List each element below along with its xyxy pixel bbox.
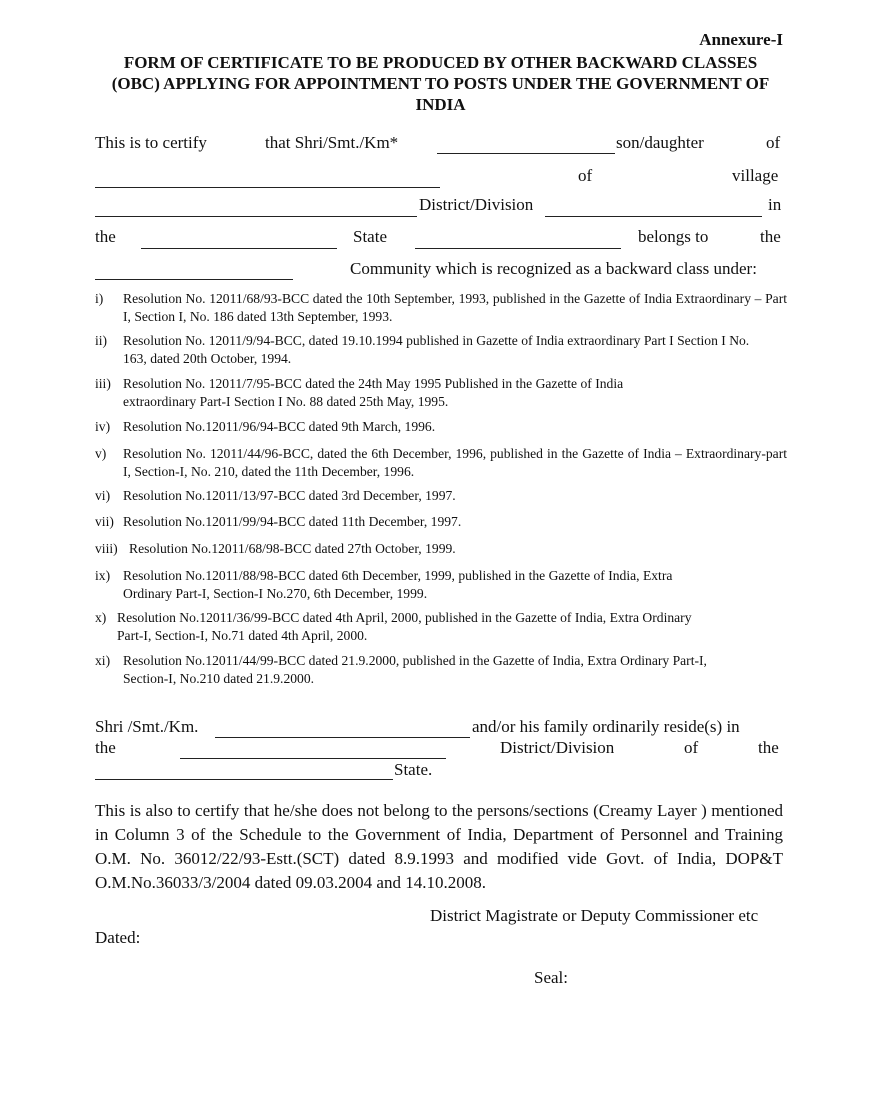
residence-district-blank[interactable] <box>180 758 446 759</box>
list-item-text: Resolution No. 12011/68/93-BCC dated the 10th September, 1993, published in the Gazette of India Extraordinary – Part I, Section I, No. 186 dated 13th September, 1993. <box>123 291 787 324</box>
resident-name-blank[interactable] <box>215 737 470 738</box>
village-label: village <box>732 166 779 185</box>
the-label: the <box>95 227 116 246</box>
of-label-2: of <box>578 166 593 185</box>
form-title: FORM OF CERTIFICATE TO BE PRODUCED BY OTHER BACKWARD CLASSES (OBC) APPLYING FOR APPOINTMENT TO POSTS UNDER THE GOVERNMENT OF INDIA <box>111 53 770 114</box>
list-item-number: iii) <box>95 376 111 391</box>
district-blank[interactable] <box>545 216 762 217</box>
list-item-number: viii) <box>95 541 118 556</box>
list-item-number: x) <box>95 610 107 625</box>
list-item-number: v) <box>95 446 107 461</box>
shri-label-2: Shri /Smt./Km. <box>95 717 199 736</box>
list-item-number: vi) <box>95 488 111 503</box>
list-item-number: ii) <box>95 333 108 348</box>
list-item-text: Resolution No.12011/36/99-BCC dated 4th April, 2000, published in the Gazette of India, Extra Ordinary Part-I, Section-I, No.71 dated 4th April, 2000. <box>117 610 692 643</box>
certify-text: This is to certify <box>95 133 207 152</box>
list-item-text: Resolution No.12011/13/97-BCC dated 3rd December, 1997. <box>123 488 456 503</box>
state-blank[interactable] <box>415 248 621 249</box>
annexure-label: Annexure-I <box>699 30 783 49</box>
parent-name-blank[interactable] <box>95 187 440 188</box>
name-blank[interactable] <box>437 153 615 154</box>
seal-label: Seal: <box>534 968 568 987</box>
list-item-text: Resolution No.12011/44/99-BCC dated 21.9.2000, published in the Gazette of India, Extra Ordinary Part-I, Section-I, No.210 dated 21.9.2000. <box>123 653 707 686</box>
list-item-text: Resolution No. 12011/9/94-BCC, dated 19.10.1994 published in Gazette of India extraordinary Part I Section I No. 163, dated 20th October, 1994. <box>123 333 750 366</box>
dated-label: Dated: <box>95 928 141 947</box>
list-item-number: i) <box>95 291 104 306</box>
in-label: in <box>768 195 782 214</box>
the-label-3: the <box>95 738 116 757</box>
community-blank[interactable] <box>95 279 293 280</box>
the-label-4: the <box>758 738 779 757</box>
the-label-2: the <box>760 227 781 246</box>
village-blank[interactable] <box>95 216 417 217</box>
community-text: Community which is recognized as a backward class under: <box>350 259 757 278</box>
list-item-text: Resolution No.12011/88/98-BCC dated 6th December, 1999, published in the Gazette of India, Extra Ordinary Part-I, Section-I No.270, 6th December, 1999. <box>123 568 673 601</box>
district-division-label-2: District/Division <box>500 738 615 757</box>
district-division-label: District/Division <box>419 195 534 214</box>
authority-label: District Magistrate or Deputy Commissioner etc <box>430 906 759 925</box>
list-item-number: xi) <box>95 653 111 668</box>
state-label-2: State. <box>394 760 433 779</box>
list-item-text: Resolution No.12011/96/94-BCC dated 9th March, 1996. <box>123 419 436 434</box>
district-blank-2[interactable] <box>141 248 337 249</box>
creamy-layer-paragraph: This is also to certify that he/she does not belong to the persons/sections (Creamy Layer ) mentioned in Column 3 of the Schedule to the Government of India, Department of Personnel and Training O.M. No. 36012/22/93-Estt.(SCT) dated 8.9.1993 and modified vide Govt. of India, DOP&T O.M.No.36033/3/2004 dated 09.03.2004 and 14.10.2008. <box>95 801 783 892</box>
list-item-text: Resolution No. 12011/44/96-BCC, dated the 6th December, 1996, published in the Gazette of India – Extraordinary-part I, Section-I, No. 210, dated the 11th December, 1996. <box>123 446 787 479</box>
list-item-text: Resolution No. 12011/7/95-BCC dated the 24th May 1995 Published in the Gazette of India extraordinary Part-I Section I No. 88 dated 25th May, 1995. <box>123 376 624 409</box>
list-item-text: Resolution No.12011/68/98-BCC dated 27th October, 1999. <box>129 541 456 556</box>
son-daughter-label: son/daughter <box>616 133 704 152</box>
list-item-number: ix) <box>95 568 111 583</box>
list-item-number: iv) <box>95 419 111 434</box>
list-item-number: vii) <box>95 514 114 529</box>
reside-text: and/or his family ordinarily reside(s) in <box>472 717 740 736</box>
of-label-3: of <box>684 738 699 757</box>
belongs-to-label: belongs to <box>638 227 709 246</box>
list-item-text: Resolution No.12011/99/94-BCC dated 11th December, 1997. <box>123 514 462 529</box>
shri-label: that Shri/Smt./Km* <box>265 133 399 152</box>
residence-state-blank[interactable] <box>95 779 393 780</box>
state-label: State <box>353 227 387 246</box>
of-label: of <box>766 133 781 152</box>
